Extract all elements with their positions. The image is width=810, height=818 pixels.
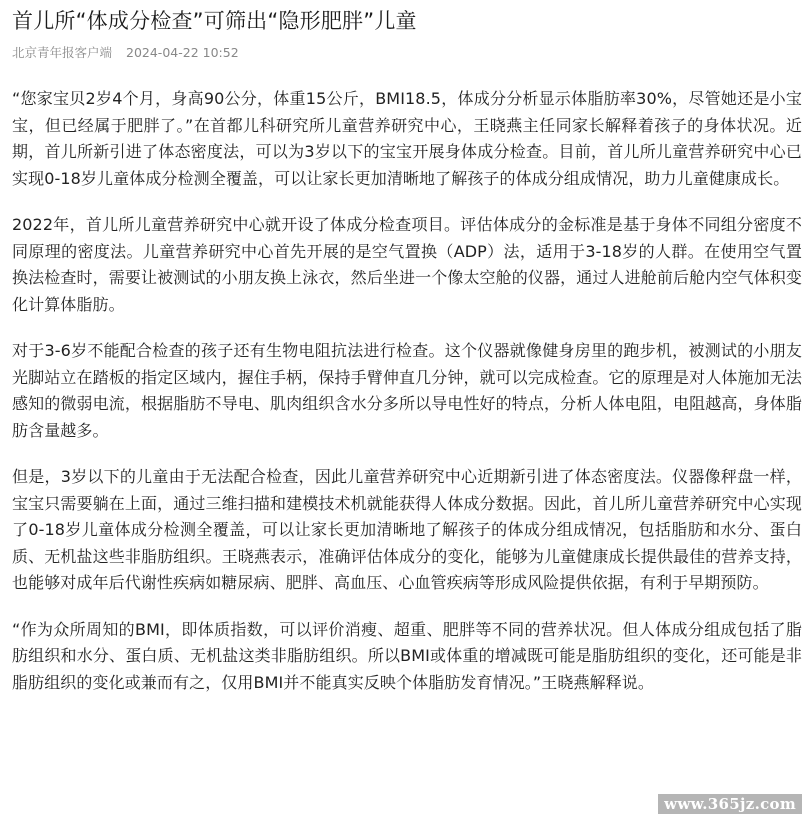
site-watermark: www.365jz.com xyxy=(658,794,802,814)
article-title: 首儿所“体成分检查”可筛出“隐形肥胖”儿童 xyxy=(12,9,417,33)
paragraph-1: “您家宝贝2岁4个月，身高90公分，体重15公斤，BMI18.5，体成分分析显示体脂肪率30%，尽管她还是小宝宝，但已经属于肥胖了。”在首都儿科研究所儿童营养研究中心，王晓燕主任同家长解释着孩子的身体状况。近期，首儿所新引进了体态密度法，可以为3岁以下的宝宝开展身体成分检查。目前，首儿所儿童营养研究中心已实现0-18岁儿童体成分检测全覆盖，可以让家长更加清晰地了解孩子的体成分组成情况，助力儿童健康成长。 xyxy=(12,89,802,188)
paragraph-2: 2022年，首儿所儿童营养研究中心就开设了体成分检查项目。评估体成分的金标准是基于身体不同组分密度不同原理的密度法。儿童营养研究中心首先开展的是空气置换（ADP）法，适用于3-18岁的人群。在使用空气置换法检查时，需要让被测试的小朋友换上泳衣，然后坐进一个像太空舱的仪器，通过人进舱前后舱内空气体积变化计算体脂肪。 xyxy=(12,215,802,314)
paragraph-5: “作为众所周知的BMI，即体质指数，可以评价消瘦、超重、肥胖等不同的营养状况。但人体成分组成包括了脂肪组织和水分、蛋白质、无机盐这类非脂肪组织。所以BMI或体重的增减既可能是脂肪组织的变化，还可能是非脂肪组织的变化或兼而有之，仅用BMI并不能真实反映个体脂肪发育情况。”王晓燕解释说。 xyxy=(12,619,802,692)
paragraph-4: 但是，3岁以下的儿童由于无法配合检查，因此儿童营养研究中心近期新引进了体态密度法。仪器像秤盘一样，宝宝只需要躺在上面，通过三维扫描和建模技术机就能获得人体成分数据。因此，首儿所儿童营养研究中心实现了0-18岁儿童体成分检测全覆盖，可以让家长更加清晰地了解孩子的体成分组成情况，包括脂肪和水分、蛋白质、无机盐这些非脂肪组织。王晓燕表示，准确评估体成分的变化，能够为儿童健康成长提供最佳的营养支持，也能够对成年后代谢性疾病如糖尿病、肥胖、高血压、心血管疾病等形成风险提供依据，有利于早期预防。 xyxy=(12,467,802,592)
paragraph-3: 对于3-6岁不能配合检查的孩子还有生物电阻抗法进行检查。这个仪器就像健身房里的跑步机，被测试的小朋友光脚站立在踏板的指定区域内，握住手柄，保持手臂伸直几分钟，就可以完成检查。它的原理是对人体施加无法感知的微弱电流，根据脂肪不导电、肌肉组织含水分多所以导电性好的特点，分析人体电阻，电阻越高，身体脂肪含量越多。 xyxy=(12,341,802,440)
article-source[interactable]: 北京青年报客户端 xyxy=(12,45,113,60)
article-date: 2024-04-22 10:52 xyxy=(126,45,239,60)
article xyxy=(12,6,802,716)
article-meta xyxy=(12,44,802,62)
